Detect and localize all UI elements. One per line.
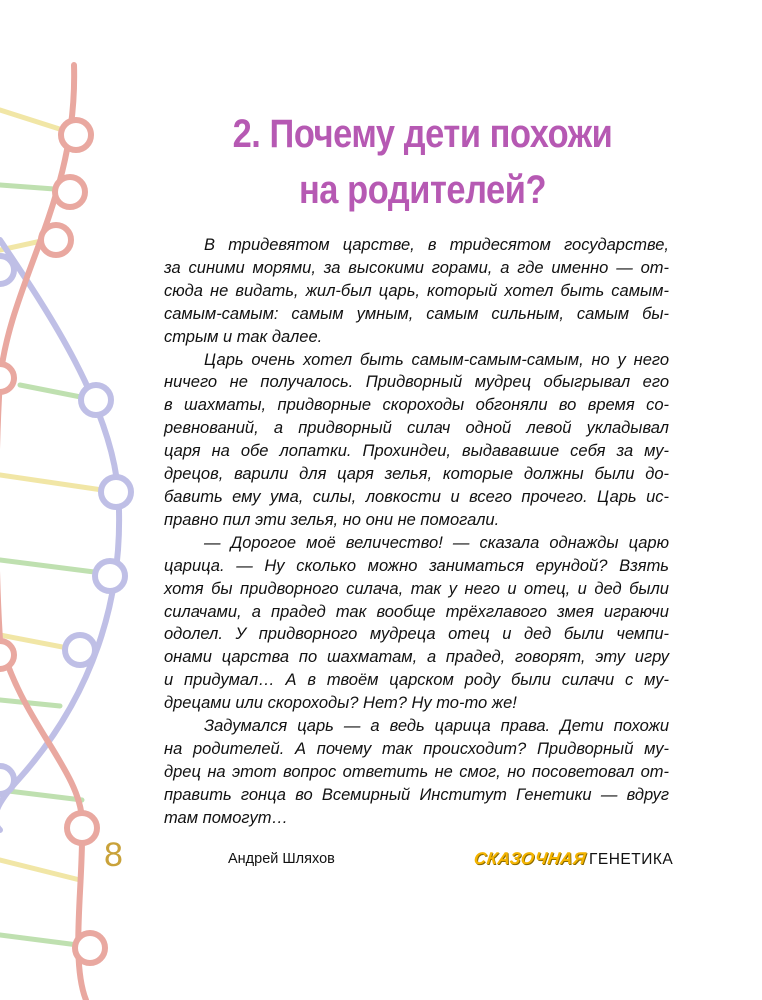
dna-node	[65, 635, 95, 665]
dna-node	[67, 813, 97, 843]
dna-rung	[0, 935, 78, 945]
series-title-accent: СКАЗОЧНАЯ	[472, 849, 588, 868]
text-line: дрецов, варили для царя зелья, которые должны были до-	[164, 465, 669, 484]
dna-node	[95, 561, 125, 591]
text-line: за синими морями, за высокими горами, а где именно — от-	[164, 258, 669, 277]
dna-node	[81, 385, 111, 415]
series-title-rest: ГЕНЕТИКА	[589, 851, 674, 868]
text-line: самым-самым: самым умным, самым сильным, самым бы-	[164, 304, 669, 323]
text-line: стрым и так далее.	[164, 327, 323, 346]
text-line: царя на обе лопатки. Прохиндеи, выдававшие себя за му-	[164, 442, 669, 461]
page-number: 8	[104, 836, 123, 874]
text-line: бавить ему ума, силы, ловкости и всего прочего. Царь ис-	[164, 487, 669, 506]
dna-node	[0, 641, 14, 669]
text-line: царица. — Ну сколько можно заниматься ерундой? Взять	[164, 556, 669, 575]
text-line: и придумал… А в твоём царском роду были силачи с му-	[164, 671, 669, 690]
dna-strand-violet	[0, 240, 119, 830]
text-line: в шахматы, придворные скороходы обгоняли во время со-	[164, 396, 669, 415]
series-title	[474, 849, 673, 869]
text-line: там помогут…	[164, 808, 289, 827]
text-line: — Дорогое моё величество! — сказала однажды царю	[204, 533, 669, 552]
text-line: Задумался царь — а ведь царица права. Дети похожи	[204, 717, 669, 736]
dna-node	[41, 225, 71, 255]
text-line: дрецами или скороходы? Нет? Ну то-то же!	[164, 694, 517, 713]
text-line: ревнований, а придворный силач одной левой укладывал	[164, 419, 669, 438]
text-line: правно пил эти зелья, но они не помогали.	[164, 510, 500, 529]
dna-node	[0, 256, 14, 284]
text-line: хотя бы придворного силача, так у него и отец, и дед были	[164, 579, 669, 598]
text-line: одолел. У придворного мудреца отец и дед были чемпи-	[164, 625, 669, 644]
text-line: онами царства по шахматам, а прадед, говорят, эту игру	[164, 648, 669, 667]
text-line: на родителей. А почему так происходит? Придворный му-	[164, 739, 669, 758]
text-line: В тридевятом царстве, в тридесятом государстве,	[204, 236, 669, 254]
text-line: Царь очень хотел быть самым-самым-самым, но у него	[204, 350, 669, 369]
dna-node	[61, 120, 91, 150]
chapter-title-line-2: на родителей?	[298, 168, 547, 212]
dna-node	[55, 177, 85, 207]
text-line: сюда не видать, жил-был царь, который хотел быть самым-	[164, 281, 669, 300]
story-text	[164, 234, 669, 830]
dna-helix-decoration	[0, 0, 160, 1000]
dna-rung	[0, 860, 80, 880]
chapter-title	[188, 106, 657, 218]
dna-node	[75, 933, 105, 963]
text-line: дрец на этот вопрос ответить не смог, но посоветовал от-	[164, 762, 669, 781]
text-line: править гонца во Всемирный Институт Генетики — вдруг	[164, 785, 669, 804]
dna-node	[101, 477, 131, 507]
text-line: ничего не получалось. Придворный мудрец обыгрывал его	[164, 373, 669, 392]
dna-rung	[0, 700, 60, 706]
text-line: силачами, а прадед так вообще трёхглавого змея играючи	[164, 602, 669, 621]
dna-node	[0, 766, 14, 794]
author-name: Андрей Шляхов	[228, 851, 335, 867]
chapter-title-line-1: 2. Почему дети похожи	[232, 112, 613, 156]
dna-node	[0, 364, 14, 392]
